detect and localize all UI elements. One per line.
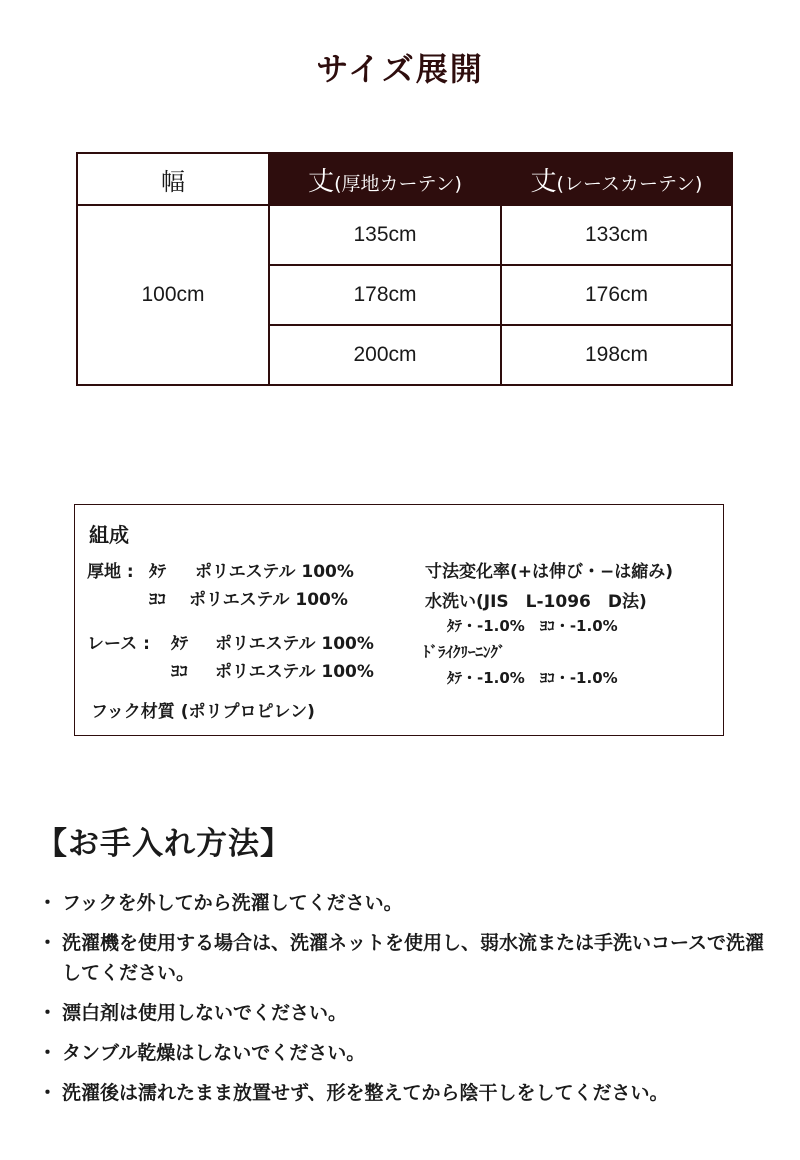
dry-title: ﾄﾞﾗｲｸﾘｰﾆﾝｸﾞ [423, 643, 506, 661]
lace-label: レース : [87, 634, 150, 654]
lace-yoko-label: ﾖｺ [171, 662, 188, 682]
list-item: ・ 漂白剤は使用しないでください。 [38, 1002, 348, 1024]
composition-heading: 組成 [89, 523, 129, 547]
table-row [77, 205, 732, 265]
lace-length-cell: 176cm [501, 265, 732, 325]
header-lace-length: 丈(レースカーテン) [501, 153, 732, 205]
thick-tate-label: ﾀﾃ [149, 562, 166, 582]
dry-values: ﾀﾃ・-1.0% ﾖｺ・-1.0% [447, 669, 618, 687]
lace-tate-label: ﾀﾃ [171, 634, 188, 654]
thick-label: 厚地 : [87, 562, 134, 582]
composition-box [74, 504, 724, 736]
table-header-row [77, 153, 732, 205]
lace-length-cell: 133cm [501, 205, 732, 265]
care-list [36, 888, 776, 1118]
thick-yoko-label: ﾖｺ [149, 590, 166, 610]
lace-tate-fiber: ポリエステル 100% [215, 634, 374, 654]
list-item: ・ タンブル乾燥はしないでください。 [38, 1042, 366, 1064]
thick-length-cell: 178cm [269, 265, 501, 325]
header-thick-length: 丈(厚地カーテン) [269, 153, 501, 205]
wash-values: ﾀﾃ・-1.0% ﾖｺ・-1.0% [447, 617, 618, 635]
page-title: サイズ展開 [316, 50, 484, 88]
hook-material: フック材質 (ポリプロピレン) [91, 702, 315, 722]
lace-yoko-fiber: ポリエステル 100% [215, 662, 374, 682]
thick-yoko-fiber: ポリエステル 100% [189, 590, 348, 610]
list-item: ・ 洗濯機を使用する場合は、洗濯ネットを使用し、弱水流または手洗いコースで洗濯してください。 [38, 932, 765, 984]
thick-length-cell: 135cm [269, 205, 501, 265]
header-width: 幅 [77, 153, 269, 205]
lace-length-cell: 198cm [501, 325, 732, 385]
thick-length-cell: 200cm [269, 325, 501, 385]
list-item: ・ 洗濯後は濡れたまま放置せず、形を整えてから陰干しをしてください。 [38, 1082, 669, 1104]
width-cell: 100cm [77, 205, 269, 385]
thick-tate-fiber: ポリエステル 100% [195, 562, 354, 582]
wash-title: 水洗い(JIS L-1096 D法) [425, 592, 647, 612]
list-item: ・ フックを外してから洗濯してください。 [38, 892, 403, 914]
care-heading: 【お手入れ方法】 [36, 826, 292, 862]
size-table [76, 152, 733, 386]
shrink-title: 寸法変化率(+は伸び・−は縮み) [425, 562, 674, 582]
